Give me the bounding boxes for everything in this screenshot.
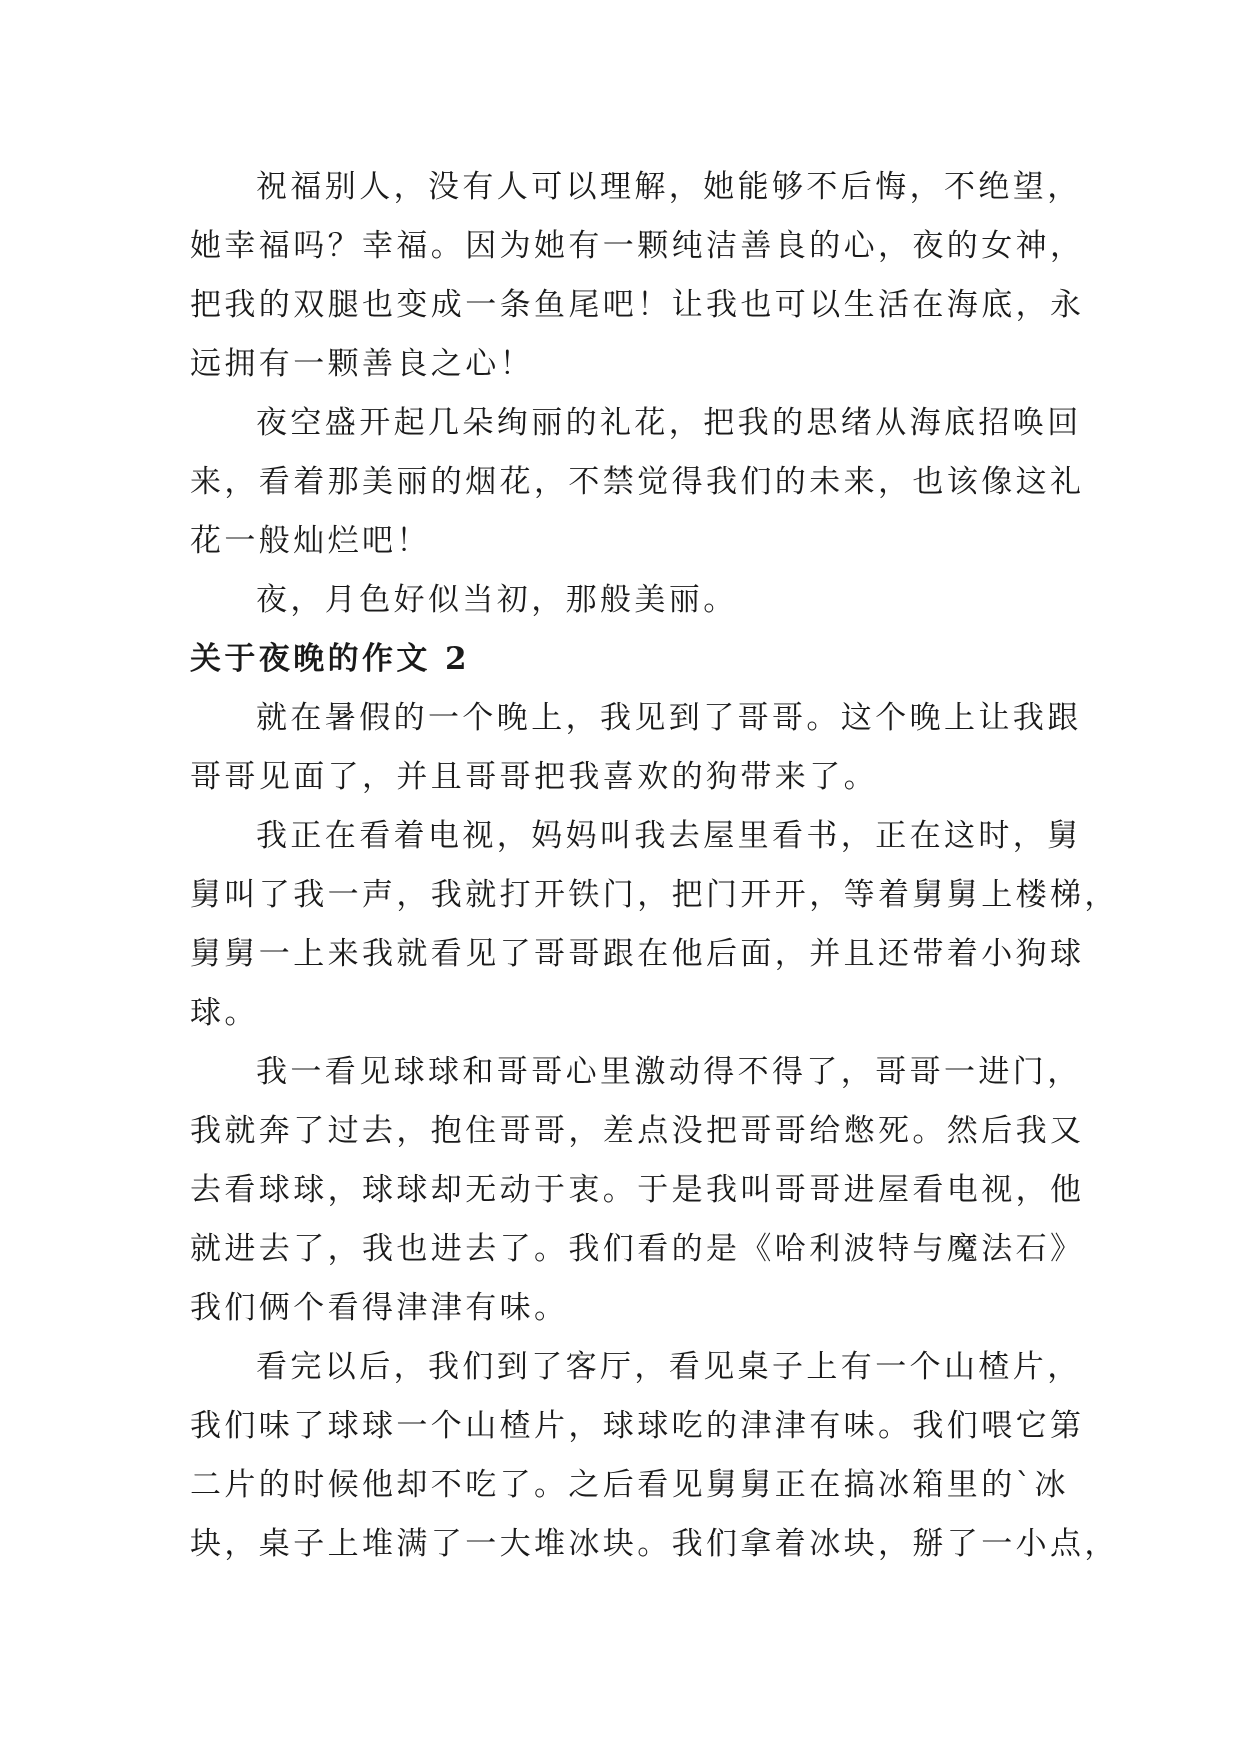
- text-line: 哥哥见面了，并且哥哥把我喜欢的狗带来了。: [190, 759, 878, 795]
- text-line: 我就奔了过去，抱住哥哥，差点没把哥哥给憋死。然后我又: [190, 1113, 1085, 1149]
- document-body: [190, 158, 1119, 1574]
- paragraph: [190, 1338, 1119, 1574]
- text-line: 我正在看着电视，妈妈叫我去屋里看书，正在这时，舅: [256, 818, 1082, 854]
- text-line: 把我的双腿也变成一条鱼尾吧！让我也可以生活在海底，永: [190, 287, 1085, 323]
- paragraph: [190, 807, 1119, 1043]
- essay-heading: 关于夜晚的作文 2: [190, 641, 470, 677]
- text-line: 夜，月色好似当初，那般美丽。: [256, 582, 738, 618]
- text-line: 祝福别人，没有人可以理解，她能够不后悔，不绝望，: [256, 169, 1082, 205]
- text-line: 舅舅一上来我就看见了哥哥跟在他后面，并且还带着小狗球: [190, 936, 1085, 972]
- text-line: 就进去了，我也进去了。我们看的是《哈利波特与魔法石》: [190, 1231, 1085, 1267]
- text-line: 来，看着那美丽的烟花，不禁觉得我们的未来，也该像这礼: [190, 464, 1085, 500]
- paragraph: [190, 689, 1082, 807]
- text-line: 就在暑假的一个晚上，我见到了哥哥。这个晚上让我跟: [256, 700, 1082, 736]
- text-line: 花一般灿烂吧！: [190, 523, 431, 559]
- text-line: 夜空盛开起几朵绚丽的礼花，把我的思绪从海底招唤回: [256, 405, 1082, 441]
- text-line: 远拥有一颗善良之心！: [190, 346, 534, 382]
- paragraph: [190, 158, 1085, 394]
- text-line: 去看球球，球球却无动于衷。于是我叫哥哥进屋看电视，他: [190, 1172, 1085, 1208]
- text-line: 她幸福吗？幸福。因为她有一颗纯洁善良的心，夜的女神，: [190, 228, 1085, 264]
- text-line: 二片的时候他却不吃了。之后看见舅舅正在搞冰箱里的`冰: [190, 1467, 1069, 1503]
- text-line: 我一看见球球和哥哥心里激动得不得了，哥哥一进门，: [256, 1054, 1082, 1090]
- text-line: 块，桌子上堆满了一大堆冰块。我们拿着冰块，掰了一小点，: [190, 1526, 1119, 1562]
- text-line: 球。: [190, 995, 259, 1031]
- text-line: 我们味了球球一个山楂片，球球吃的津津有味。我们喂它第: [190, 1408, 1085, 1444]
- text-line: 舅叫了我一声，我就打开铁门，把门开开，等着舅舅上楼梯，: [190, 877, 1119, 913]
- paragraph: [190, 1043, 1085, 1338]
- text-line: 我们俩个看得津津有味。: [190, 1290, 569, 1326]
- paragraph: [190, 571, 1070, 630]
- paragraph: [190, 394, 1085, 571]
- text-line: 看完以后，我们到了客厅，看见桌子上有一个山楂片，: [256, 1349, 1082, 1385]
